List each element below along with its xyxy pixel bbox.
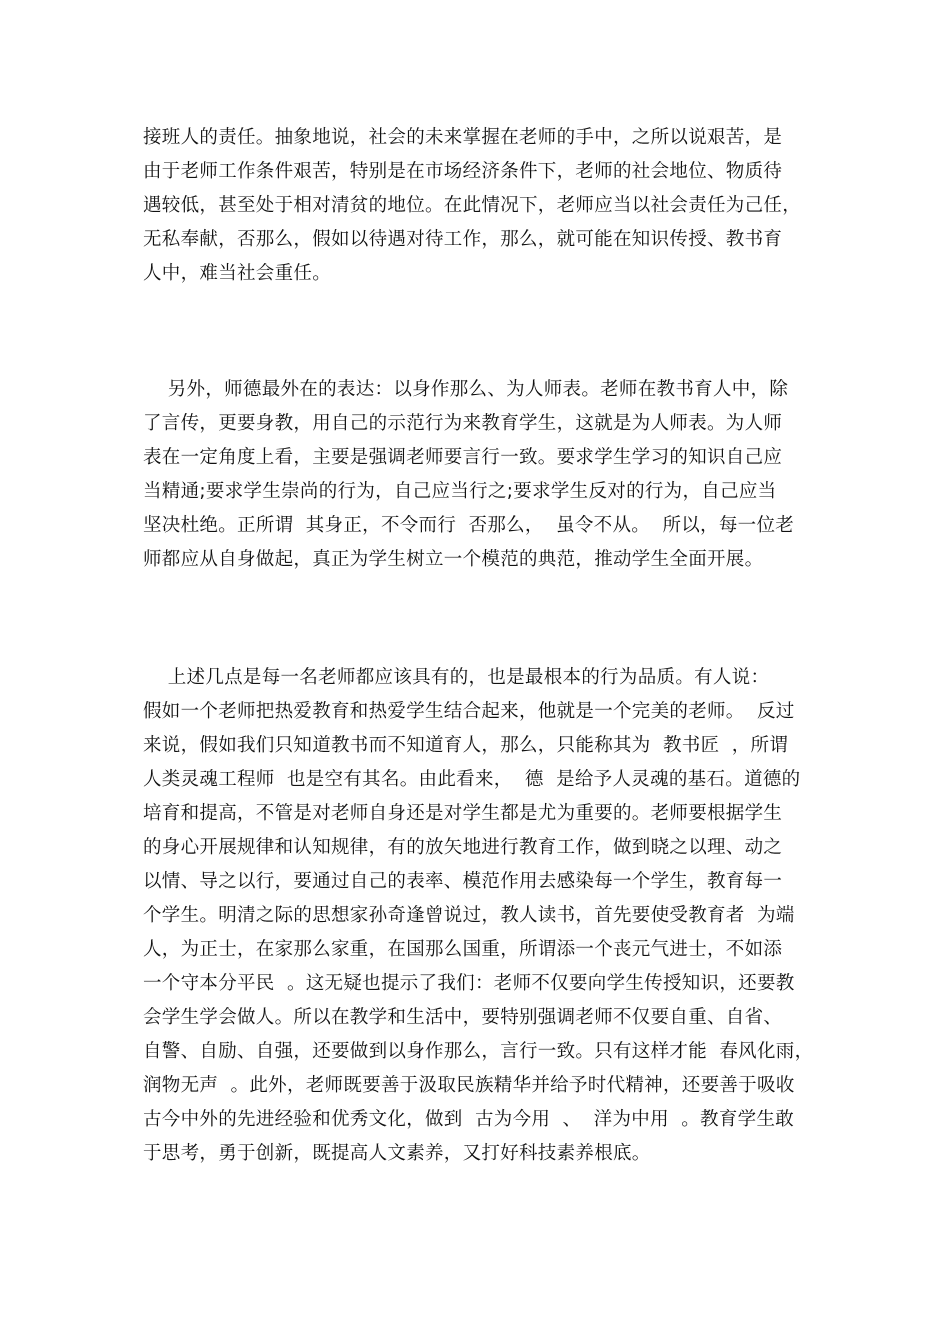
- text-line: 古今中外的先进经验和优秀文化，做到 古为今用 、 洋为中用 。教育学生敢: [143, 1109, 795, 1130]
- text-line: 来说，假如我们只知道教书而不知道育人，那么，只能称其为 教书匠 ，所谓: [143, 735, 789, 756]
- text-line: 的身心开展规律和认知规律，有的放矢地进行教育工作，做到晓之以理、动之: [143, 837, 783, 858]
- text-line: 接班人的责任。抽象地说，社会的未来掌握在老师的手中，之所以说艰苦，是: [143, 127, 783, 148]
- text-line: 个学生。明清之际的思想家孙奇逢曾说过，教人读书，首先要使受教育者 为端: [143, 905, 795, 926]
- text-line: 人，为正士，在家那么家重，在国那么国重，所谓添一个丧元气进士，不如添: [143, 939, 783, 960]
- text-line: 于思考，勇于创新，既提高人文素养，又打好科技素养根底。: [143, 1143, 651, 1164]
- text-line: 遇较低，甚至处于相对清贫的地位。在此情况下，老师应当以社会责任为己任，: [143, 195, 802, 216]
- paragraph-2: [143, 373, 833, 577]
- text-line: 人中，难当社会重任。: [143, 263, 332, 284]
- text-line: 假如一个老师把热爱教育和热爱学生结合起来，他就是一个完美的老师。 反过: [143, 701, 795, 722]
- text-line: 师都应从自身做起，真正为学生树立一个模范的典范，推动学生全面开展。: [143, 549, 764, 570]
- text-line: 自警、自励、自强，还要做到以身作那么，言行一致。只有这样才能 春风化雨，: [143, 1041, 814, 1062]
- text-line: 以情、导之以行，要通过自己的表率、模范作用去感染每一个学生，教育每一: [143, 871, 783, 892]
- text-line: 人类灵魂工程师 也是空有其名。由此看来， 德 是给予人灵魂的基石。道德的: [143, 769, 801, 790]
- text-line: 会学生学会做人。所以在教学和生活中，要特别强调老师不仅要自重、自省、: [143, 1007, 783, 1028]
- text-line: 培育和提高，不管是对老师自身还是对学生都是尤为重要的。老师要根据学生: [143, 803, 783, 824]
- text-line: 无私奉献，否那么，假如以待遇对待工作，那么，就可能在知识传授、教书育: [143, 229, 783, 250]
- paragraph-1: [143, 121, 833, 291]
- text-line: 由于老师工作条件艰苦，特别是在市场经济条件下，老师的社会地位、物质待: [143, 161, 783, 182]
- text-line: 一个守本分平民 。这无疑也提示了我们：老师不仅要向学生传授知识，还要教: [143, 973, 795, 994]
- paragraph-3: [143, 661, 833, 1171]
- text-line: 坚决杜绝。正所谓 其身正，不令而行 否那么， 虽令不从。 所以，每一位老: [143, 515, 795, 536]
- text-line: 表在一定角度上看，主要是强调老师要言行一致。要求学生学习的知识自己应: [143, 447, 783, 468]
- text-line: 另外，师德最外在的表达：以身作那么、为人师表。老师在教书育人中，除: [143, 379, 789, 400]
- text-line: 上述几点是每一名老师都应该具有的，也是最根本的行为品质。有人说：: [143, 667, 770, 688]
- text-line: 当精通;要求学生崇尚的行为，自己应当行之;要求学生反对的行为，自己应当: [143, 481, 777, 502]
- text-line: 了言传，更要身教，用自己的示范行为来教育学生，这就是为人师表。为人师: [143, 413, 783, 434]
- text-line: 润物无声 。此外，老师既要善于汲取民族精华并给予时代精神，还要善于吸收: [143, 1075, 795, 1096]
